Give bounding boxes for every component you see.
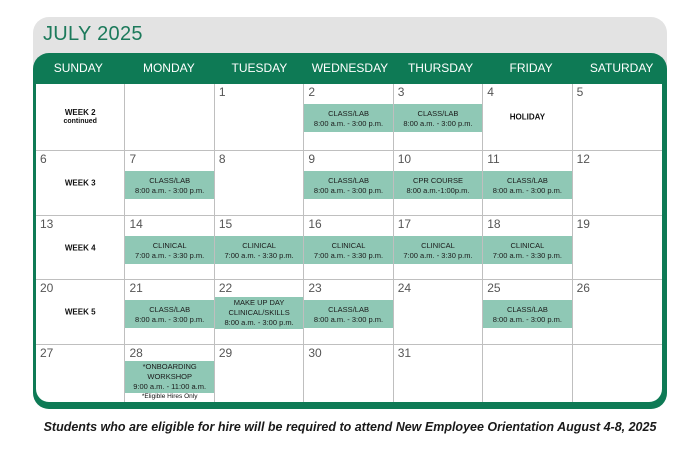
- event-block[interactable]: CLASS/LAB 8:00 a.m. - 3:00 p.m.: [483, 300, 571, 328]
- day-cell[interactable]: [304, 151, 393, 216]
- weekday-thursday: THURSDAY: [407, 61, 474, 75]
- day-cell[interactable]: [215, 345, 304, 402]
- day-cell-sunday[interactable]: [36, 151, 125, 216]
- day-number: 29: [218, 346, 233, 360]
- weekday-header: [33, 53, 667, 84]
- day-cell[interactable]: [483, 216, 572, 280]
- day-number: 10: [397, 152, 412, 166]
- day-number: 12: [576, 152, 590, 166]
- event-block[interactable]: CLASS/LAB 8:00 a.m. - 3:00 p.m.: [304, 104, 392, 132]
- day-number: 15: [218, 217, 233, 231]
- week-row: [36, 151, 662, 216]
- day-cell[interactable]: [483, 280, 572, 345]
- week-row: [36, 216, 662, 280]
- day-cell[interactable]: [215, 216, 304, 280]
- day-number: 14: [129, 217, 143, 231]
- onboarding-event[interactable]: *ONBOARDING WORKSHOP 9:00 a.m. - 11:00 a.m.: [125, 361, 213, 393]
- day-number: 3: [397, 85, 405, 99]
- month-title: JULY 2025: [43, 23, 143, 45]
- day-cell-sunday[interactable]: [36, 84, 125, 151]
- holiday-label: HOLIDAY: [509, 112, 546, 122]
- day-number: 28: [129, 346, 143, 360]
- day-cell[interactable]: [125, 345, 214, 402]
- day-cell[interactable]: [394, 345, 483, 402]
- day-number: 27: [40, 346, 54, 360]
- day-cell[interactable]: [573, 84, 662, 151]
- day-number: 4: [487, 85, 494, 99]
- event-block[interactable]: CLASS/LAB 8:00 a.m. - 3:00 p.m.: [394, 104, 482, 132]
- event-block[interactable]: CLASS/LAB 8:00 a.m. - 3:00 p.m.: [125, 300, 213, 328]
- eligible-note: *Eligible Hires Only: [141, 393, 198, 400]
- event-block[interactable]: CLASS/LAB 8:00 a.m. - 3:00 p.m.: [125, 171, 213, 199]
- day-cell[interactable]: [125, 151, 214, 216]
- calendar-body: [33, 53, 667, 409]
- day-number: 31: [397, 346, 412, 360]
- day-number: 11: [487, 152, 500, 166]
- day-cell[interactable]: [573, 151, 662, 216]
- weekday-saturday: SATURDAY: [589, 61, 654, 75]
- event-block[interactable]: CLINICAL 7:00 a.m. - 3:30 p.m.: [483, 236, 571, 264]
- event-block[interactable]: CLASS/LAB 8:00 a.m. - 3:00 p.m.: [304, 171, 392, 199]
- day-number: 22: [218, 281, 233, 295]
- day-cell[interactable]: [394, 280, 483, 345]
- week-label: WEEK 3: [64, 178, 96, 188]
- day-number: 8: [218, 152, 226, 166]
- day-cell[interactable]: [394, 151, 483, 216]
- event-block[interactable]: CLASS/LAB 8:00 a.m. - 3:00 p.m.: [304, 300, 392, 328]
- week-label: WEEK 5: [64, 307, 96, 317]
- day-cell[interactable]: [304, 84, 393, 151]
- day-cell[interactable]: [304, 345, 393, 402]
- day-number: 18: [487, 217, 501, 231]
- week-label: WEEK 2 continued: [63, 108, 97, 125]
- day-cell[interactable]: [394, 84, 483, 151]
- day-number: 1: [218, 85, 226, 99]
- weekday-wednesday: WEDNESDAY: [311, 61, 389, 75]
- day-number: 23: [308, 281, 322, 295]
- week-row: [36, 84, 662, 151]
- weekday-monday: MONDAY: [142, 61, 195, 75]
- day-cell[interactable]: [304, 280, 393, 345]
- day-number: 20: [40, 281, 54, 295]
- day-cell-sunday[interactable]: [36, 280, 125, 345]
- event-block[interactable]: MAKE UP DAY CLINICAL/SKILLS 8:00 a.m. - 3:00 p.m.: [215, 297, 303, 329]
- event-block[interactable]: CLINICAL 7:00 a.m. - 3:30 p.m.: [125, 236, 213, 264]
- day-cell[interactable]: [483, 151, 572, 216]
- week-row: [36, 280, 662, 345]
- day-number: 6: [40, 152, 47, 166]
- calendar-grid: [36, 84, 662, 402]
- day-number: 13: [40, 217, 54, 231]
- day-number: 16: [308, 217, 322, 231]
- day-cell[interactable]: [215, 151, 304, 216]
- calendar: [33, 17, 667, 409]
- event-block[interactable]: CLINICAL 7:00 a.m. - 3:30 p.m.: [304, 236, 392, 264]
- day-cell[interactable]: [125, 216, 214, 280]
- day-number: 25: [487, 281, 501, 295]
- day-number: 21: [129, 281, 143, 295]
- event-block[interactable]: CLINICAL 7:00 a.m. - 3:30 p.m.: [215, 236, 303, 264]
- day-cell[interactable]: [304, 216, 393, 280]
- day-number: 7: [129, 152, 137, 166]
- week-label: WEEK 4: [64, 243, 96, 252]
- day-cell[interactable]: [573, 216, 662, 280]
- day-number: 5: [576, 85, 584, 99]
- day-number: 2: [308, 85, 315, 99]
- day-cell[interactable]: [483, 84, 572, 151]
- day-number: 19: [576, 217, 590, 231]
- event-block[interactable]: CPR COURSE 8:00 a.m.-1:00p.m.: [394, 171, 482, 199]
- weekday-tuesday: TUESDAY: [231, 61, 288, 75]
- event-block[interactable]: CLINICAL 7:00 a.m. - 3:30 p.m.: [394, 236, 482, 264]
- day-cell-sunday[interactable]: [36, 345, 125, 402]
- day-cell[interactable]: [125, 84, 214, 151]
- day-number: 26: [576, 281, 590, 295]
- weekday-sunday: SUNDAY: [53, 61, 103, 75]
- day-cell[interactable]: [483, 345, 572, 402]
- orientation-note: Students who are eligible for hire will be required to attend New Employee Orientation August 4-8, 2025: [43, 420, 657, 434]
- day-cell[interactable]: [215, 84, 304, 151]
- day-number: 9: [308, 152, 315, 166]
- day-number: 17: [397, 217, 412, 231]
- week-row: [36, 345, 662, 402]
- weekday-friday: FRIDAY: [509, 61, 553, 75]
- day-cell[interactable]: [394, 216, 483, 280]
- day-cell[interactable]: [573, 345, 662, 402]
- day-cell[interactable]: [125, 280, 214, 345]
- day-number: 30: [308, 346, 322, 360]
- day-cell[interactable]: [215, 280, 304, 345]
- day-cell[interactable]: [573, 280, 662, 345]
- day-number: 24: [397, 281, 412, 295]
- day-cell-sunday[interactable]: [36, 216, 125, 280]
- event-block[interactable]: CLASS/LAB 8:00 a.m. - 3:00 p.m.: [483, 171, 571, 199]
